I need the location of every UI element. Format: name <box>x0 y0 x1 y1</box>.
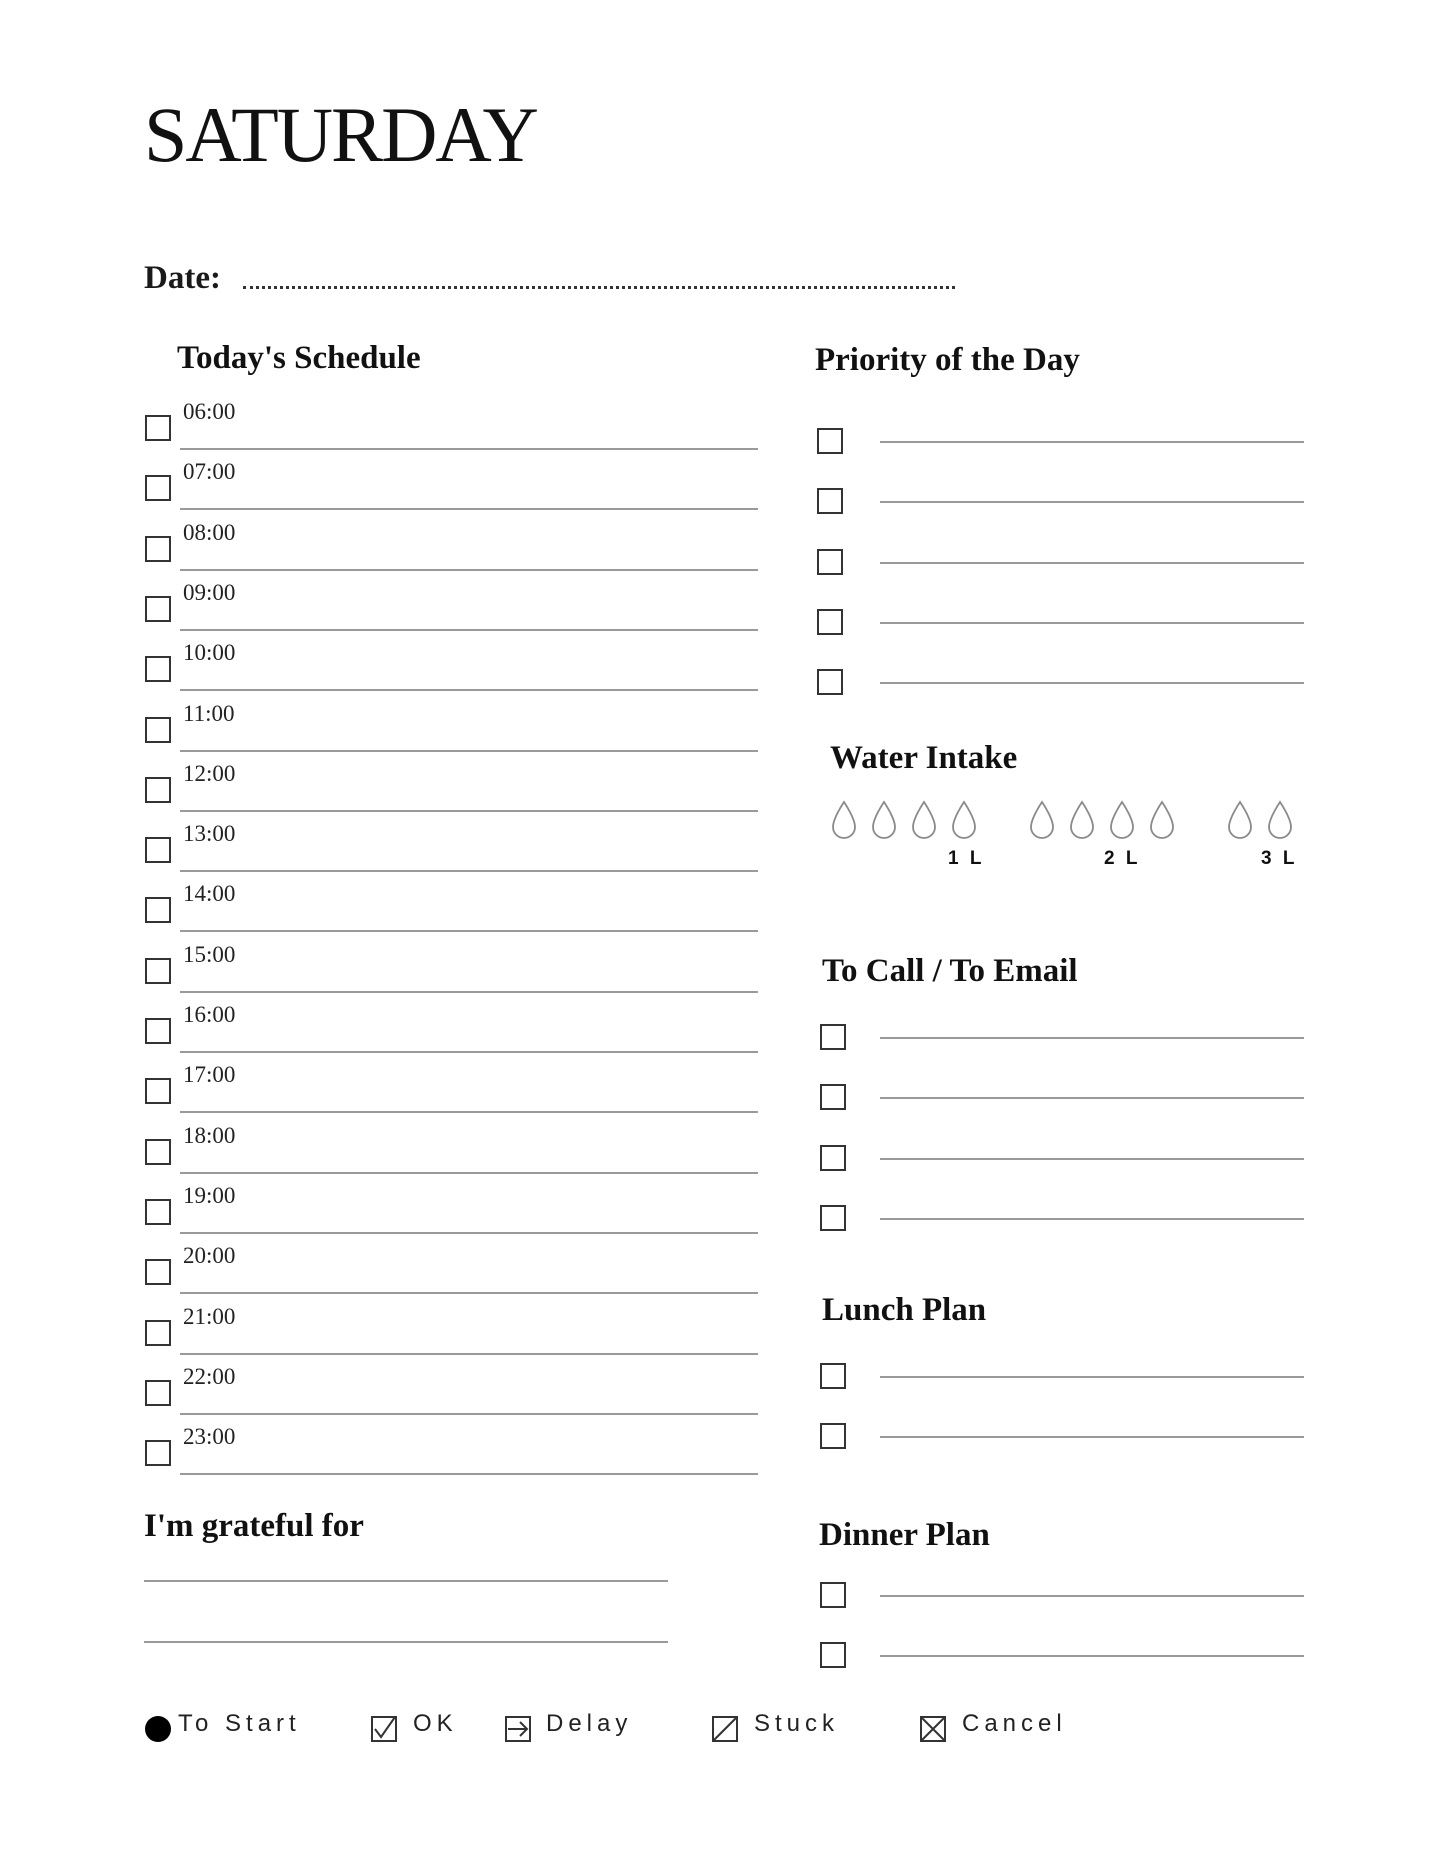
water-drop-icon[interactable] <box>870 800 898 840</box>
water-drop-icon[interactable] <box>1028 800 1056 840</box>
calls-checkbox[interactable] <box>820 1084 846 1110</box>
schedule-checkbox[interactable] <box>145 1199 171 1225</box>
dinner-heading: Dinner Plan <box>819 1517 990 1553</box>
schedule-line[interactable] <box>180 870 758 872</box>
priority-checkbox[interactable] <box>817 609 843 635</box>
calls-line[interactable] <box>880 1037 1304 1039</box>
lunch-checkbox[interactable] <box>820 1363 846 1389</box>
schedule-time: 21:00 <box>183 1303 236 1329</box>
schedule-checkbox[interactable] <box>145 1259 171 1285</box>
water-label-1l: 1 L <box>948 848 985 869</box>
schedule-time: 15:00 <box>183 941 236 967</box>
schedule-time: 16:00 <box>183 1002 236 1027</box>
schedule-time: 14:00 <box>183 881 236 907</box>
schedule-time: 19:00 <box>183 1182 236 1208</box>
schedule-line[interactable] <box>180 1353 758 1355</box>
schedule-time: 18:00 <box>183 1122 236 1148</box>
schedule-checkbox[interactable] <box>145 596 171 622</box>
water-drop-icon[interactable] <box>1148 800 1176 840</box>
lunch-heading: Lunch Plan <box>822 1292 987 1328</box>
x-box-icon <box>920 1716 946 1742</box>
water-drop-icon[interactable] <box>1068 800 1096 840</box>
legend-delay-label: Delay <box>546 1710 633 1737</box>
schedule-time: 13:00 <box>183 821 236 847</box>
dinner-checkbox[interactable] <box>820 1642 846 1668</box>
dinner-line[interactable] <box>880 1595 1304 1597</box>
calls-line[interactable] <box>880 1158 1304 1160</box>
priority-checkbox[interactable] <box>817 488 843 514</box>
schedule-time: 07:00 <box>183 459 236 485</box>
priority-checkbox[interactable] <box>817 549 843 575</box>
schedule-checkbox[interactable] <box>145 958 171 984</box>
priority-heading: Priority of the Day <box>815 342 1080 378</box>
page-title: SATURDAY <box>144 91 537 178</box>
priority-line[interactable] <box>880 441 1304 443</box>
schedule-line[interactable] <box>180 1292 758 1294</box>
schedule-checkbox[interactable] <box>145 897 171 923</box>
schedule-line[interactable] <box>180 569 758 571</box>
schedule-time: 23:00 <box>183 1424 236 1450</box>
schedule-checkbox[interactable] <box>145 656 171 682</box>
schedule-time: 06:00 <box>183 399 236 424</box>
schedule-checkbox[interactable] <box>145 415 171 441</box>
calls-line[interactable] <box>880 1097 1304 1099</box>
slash-box-icon <box>712 1716 738 1742</box>
check-box-icon <box>371 1716 397 1742</box>
arrow-box-icon <box>505 1716 531 1742</box>
schedule-line[interactable] <box>180 750 758 752</box>
water-drop-icon[interactable] <box>950 800 978 840</box>
schedule-line[interactable] <box>180 991 758 993</box>
water-label-3l: 3 L <box>1261 848 1298 869</box>
schedule-checkbox[interactable] <box>145 777 171 803</box>
schedule-line[interactable] <box>180 508 758 510</box>
priority-checkbox[interactable] <box>817 669 843 695</box>
priority-line[interactable] <box>880 622 1304 624</box>
schedule-time: 12:00 <box>183 760 236 786</box>
water-label-2l: 2 L <box>1104 848 1141 869</box>
grateful-line[interactable] <box>144 1641 668 1643</box>
water-drop-icon[interactable] <box>830 800 858 840</box>
calls-checkbox[interactable] <box>820 1145 846 1171</box>
calls-heading: To Call / To Email <box>822 953 1078 989</box>
date-label: Date: <box>144 260 221 296</box>
calls-line[interactable] <box>880 1218 1304 1220</box>
schedule-line[interactable] <box>180 629 758 631</box>
dinner-checkbox[interactable] <box>820 1582 846 1608</box>
schedule-line[interactable] <box>180 448 758 450</box>
schedule-time: 20:00 <box>183 1243 236 1269</box>
lunch-line[interactable] <box>880 1376 1304 1378</box>
schedule-line[interactable] <box>180 1232 758 1234</box>
schedule-line[interactable] <box>180 689 758 691</box>
schedule-time: 10:00 <box>183 640 236 666</box>
priority-line[interactable] <box>880 562 1304 564</box>
grateful-line[interactable] <box>144 1580 668 1582</box>
dinner-line[interactable] <box>880 1655 1304 1657</box>
legend-to-start-label: To Start <box>178 1710 301 1737</box>
schedule-checkbox[interactable] <box>145 1018 171 1044</box>
schedule-line[interactable] <box>180 1473 758 1475</box>
date-field[interactable] <box>243 286 955 289</box>
schedule-time: 09:00 <box>183 579 236 605</box>
schedule-line[interactable] <box>180 1111 758 1113</box>
schedule-time: 08:00 <box>183 519 236 545</box>
schedule-line[interactable] <box>180 1413 758 1415</box>
priority-line[interactable] <box>880 682 1304 684</box>
water-heading: Water Intake <box>830 740 1018 776</box>
water-drop-icon[interactable] <box>1108 800 1136 840</box>
schedule-line[interactable] <box>180 1172 758 1174</box>
schedule-time: 17:00 <box>183 1062 236 1088</box>
schedule-time: 11:00 <box>183 700 235 726</box>
water-drop-icon[interactable] <box>1266 800 1294 840</box>
schedule-line[interactable] <box>180 930 758 932</box>
schedule-checkbox[interactable] <box>145 837 171 863</box>
water-drop-icon[interactable] <box>910 800 938 840</box>
schedule-checkbox[interactable] <box>145 1078 171 1104</box>
schedule-time: 22:00 <box>183 1363 236 1389</box>
schedule-checkbox[interactable] <box>145 1440 171 1466</box>
grateful-heading: I'm grateful for <box>144 1508 364 1544</box>
legend-cancel-label: Cancel <box>962 1710 1067 1737</box>
schedule-line[interactable] <box>180 1051 758 1053</box>
priority-line[interactable] <box>880 501 1304 503</box>
schedule-line[interactable] <box>180 810 758 812</box>
schedule-heading: Today's Schedule <box>177 340 421 376</box>
legend-ok-label: OK <box>413 1710 458 1737</box>
calls-checkbox[interactable] <box>820 1205 846 1231</box>
legend-stuck-label: Stuck <box>754 1710 840 1737</box>
calls-checkbox[interactable] <box>820 1024 846 1050</box>
lunch-line[interactable] <box>880 1436 1304 1438</box>
schedule-checkbox[interactable] <box>145 1380 171 1406</box>
water-drop-icon[interactable] <box>1226 800 1254 840</box>
schedule-checkbox[interactable] <box>145 1139 171 1165</box>
priority-checkbox[interactable] <box>817 428 843 454</box>
schedule-checkbox[interactable] <box>145 717 171 743</box>
schedule-checkbox[interactable] <box>145 475 171 501</box>
schedule-checkbox[interactable] <box>145 1320 171 1346</box>
schedule-checkbox[interactable] <box>145 536 171 562</box>
lunch-checkbox[interactable] <box>820 1423 846 1449</box>
filled-circle-icon <box>144 1715 172 1743</box>
